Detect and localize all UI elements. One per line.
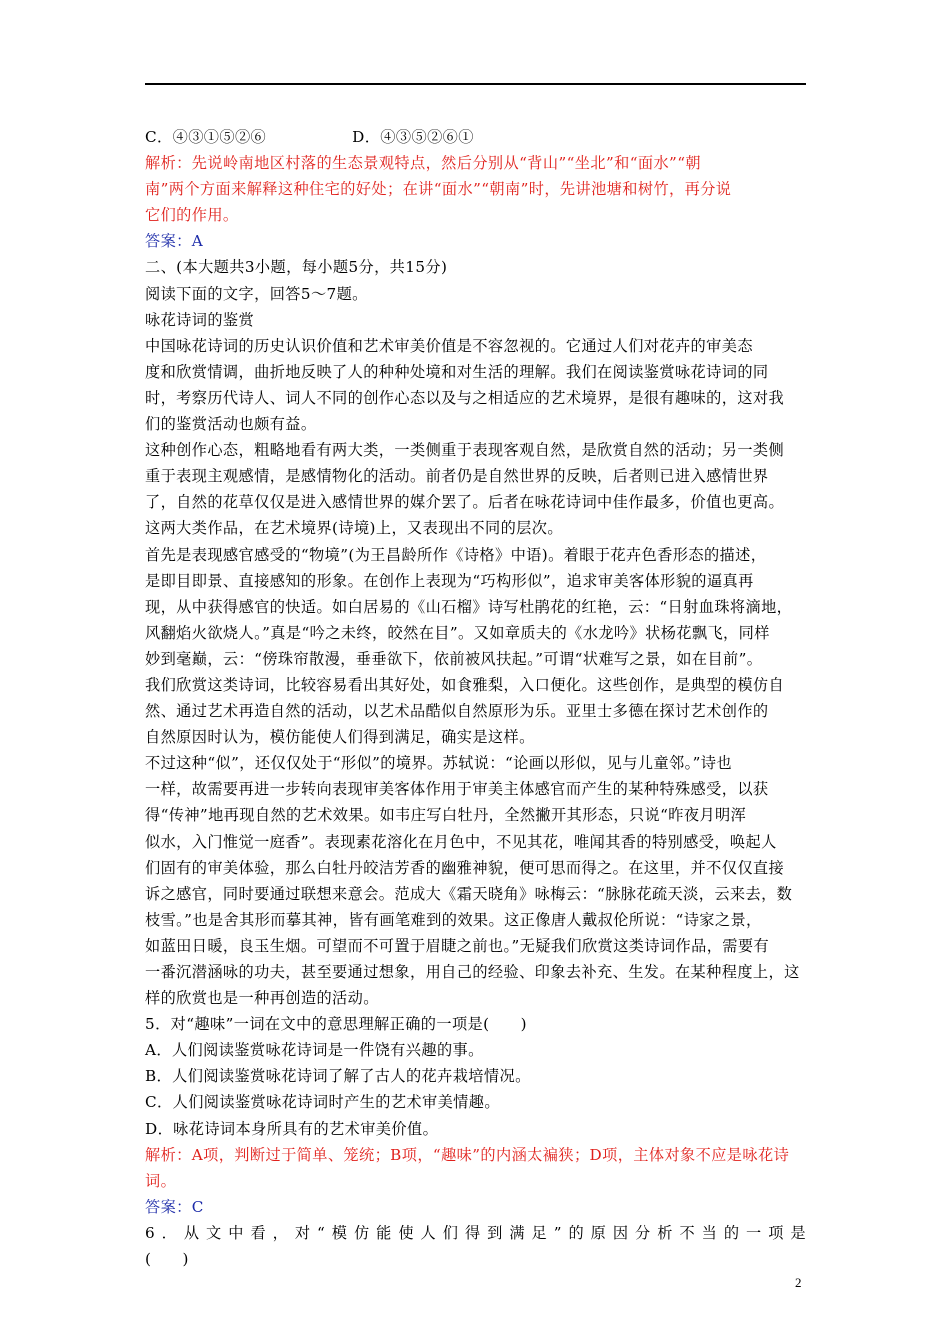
q4-analysis-line: 解析：先说岭南地区村落的生态景观特点，然后分别从“背山”“坐北”和“面水”“朝 xyxy=(145,154,701,173)
passage-line: 枝雪。”也是舍其形而摹其神，皆有画笔难到的效果。这正像唐人戴叔伦所说：“诗家之景， xyxy=(145,910,762,929)
header-rule xyxy=(145,83,806,85)
passage-line: 度和欣赏情调，曲折地反映了人的种种处境和对生活的理解。我们在阅读鉴赏咏花诗词的同 xyxy=(145,362,769,381)
analysis-label: 解析： xyxy=(145,154,192,173)
passage-line: 自然原因时认为，模仿能使人们得到满足，确实是这样。 xyxy=(145,728,535,747)
passage-line: 们的鉴赏活动也颇有益。 xyxy=(145,415,317,434)
passage-line: 样的欣赏也是一种再创造的活动。 xyxy=(145,989,379,1008)
passage-line: 得“传神”地再现自然的艺术效果。如韦庄写白牡丹，全然撇开其形态，只说“昨夜月明浑 xyxy=(145,806,747,825)
passage-line: 诉之感官，同时要通过联想来意会。范成大《霜天晓角》咏梅云：“脉脉花疏天淡，云来去，数 xyxy=(145,884,793,903)
passage-line: 重于表现主观感情，是感情物化的活动。前者仍是自然世界的反映，后者则已进入感情世界 xyxy=(145,467,769,486)
page-number: 2 xyxy=(795,1275,802,1290)
q4-answer: 答案：A xyxy=(145,232,204,251)
passage-line: 这种创作心态，粗略地看有两大类，一类侧重于表现客观自然，是欣赏自然的活动；另一类侧 xyxy=(145,441,785,460)
q5-analysis-line: 解析：A项，判断过于简单、笼统；B项，“趣味”的内涵太褊狭；D项，主体对象不应是咏花诗 xyxy=(145,1145,790,1164)
q5-analysis-line: 词。 xyxy=(145,1171,177,1190)
passage-line: 我们欣赏这类诗词，比较容易看出其好处，如食雅梨，入口便化。这些创作，是典型的模仿自 xyxy=(145,675,785,694)
passage-line: 似水，入门惟觉一庭香”。表现素花溶化在月色中，不见其花，唯闻其香的特别感受，唤起人 xyxy=(145,832,777,851)
q5-option-b: B．人们阅读鉴赏咏花诗词了解了古人的花卉栽培情况。 xyxy=(145,1067,531,1086)
passage xyxy=(145,333,806,1011)
passage-line: 中国咏花诗词的历史认识价值和艺术审美价值是不容忽视的。它通过人们对花卉的审美态 xyxy=(145,336,753,355)
passage-title: 咏花诗词的鉴赏 xyxy=(145,310,255,329)
q5-option-c: C．人们阅读鉴赏咏花诗词时产生的艺术审美情趣。 xyxy=(145,1093,500,1112)
passage-line: 时，考察历代诗人、词人不同的创作心态以及与之相适应的艺术境界，是很有趣味的，这对我 xyxy=(145,388,785,407)
passage-line: 一样，故需要再进一步转向表现审美客体作用于审美主体感官而产生的某种特殊感受，以获 xyxy=(145,780,769,799)
options-line xyxy=(145,124,806,150)
q5-stem: 5．对“趣味”一词在文中的意思理解正确的一项是( ) xyxy=(145,1015,527,1034)
passage-line: 如蓝田日暖，良玉生烟。可望而不可置于眉睫之前也。”无疑我们欣赏这类诗词作品，需要有 xyxy=(145,936,770,955)
passage-line: 们固有的审美体验，那么白牡丹皎洁芳香的幽雅神貌，便可思而得之。在这里，并不仅仅直接 xyxy=(145,858,785,877)
instruction: 阅读下面的文字，回答5～7题。 xyxy=(145,284,368,303)
option-d: D．④③⑤②⑥① xyxy=(352,128,474,146)
passage-line: 风翻焰火欲烧人。”真是“吟之未终，皎然在目”。又如章质夫的《水龙吟》状杨花飘飞，同样 xyxy=(145,623,770,642)
passage-line: 不过这种“似”，还仅仅处于“形似”的境界。苏轼说：“论画以形似，见与儿童邻。”诗也 xyxy=(145,754,732,773)
section-heading: 二、(本大题共3小题，每小题5分，共15分) xyxy=(145,258,448,277)
page-content xyxy=(145,124,806,1272)
q6-stem-blank: ( ) xyxy=(145,1250,189,1269)
passage-line: 一番沉潜涵咏的功夫，甚至要通过想象，用自己的经验、印象去补充、生发。在某种程度上，这 xyxy=(145,963,800,981)
passage-line: 妙到毫巅，云：“傍珠帘散漫，垂垂欲下，依前被风扶起。”可谓“状难写之景，如在目前”。 xyxy=(145,649,763,668)
q5-option-d: D．咏花诗词本身所具有的艺术审美价值。 xyxy=(145,1119,439,1138)
q6-stem: 6．从文中看，对“模仿能使人们得到满足”的原因分析不当的一项是 xyxy=(145,1223,806,1242)
passage-line: 然、通过艺术再造自然的活动，以艺术品酷似自然原形为乐。亚里士多德在探讨艺术创作的 xyxy=(145,702,769,721)
option-c: C．④③①⑤②⑥ xyxy=(145,128,267,146)
q5-answer: 答案：C xyxy=(145,1197,204,1216)
passage-line: 首先是表现感官感受的“物境”(为王昌龄所作《诗格》中语)。着眼于花卉色香形态的描述， xyxy=(145,545,767,564)
q5-option-a: A．人们阅读鉴赏咏花诗词是一件饶有兴趣的事。 xyxy=(145,1041,484,1060)
analysis-label: 解析： xyxy=(145,1145,192,1164)
q4-analysis-line: 它们的作用。 xyxy=(145,206,239,225)
passage-line: 了，自然的花草仅仅是进入感情世界的媒介罢了。后者在咏花诗词中佳作最多，价值也更高。 xyxy=(145,493,785,512)
passage-line: 这两大类作品，在艺术境界(诗境)上，又表现出不同的层次。 xyxy=(145,519,563,538)
q4-analysis-line: 南”两个方面来解释这种住宅的好处；在讲“面水”“朝南”时，先讲池塘和树竹，再分说 xyxy=(145,180,732,199)
passage-line: 现，从中获得感官的快适。如白居易的《山石榴》诗写杜鹃花的红艳，云：“日射血珠将滴地， xyxy=(145,597,793,616)
passage-line: 是即目即景、直接感知的形象。在创作上表现为“巧构形似”，追求审美客体形貌的逼真再 xyxy=(145,571,754,590)
